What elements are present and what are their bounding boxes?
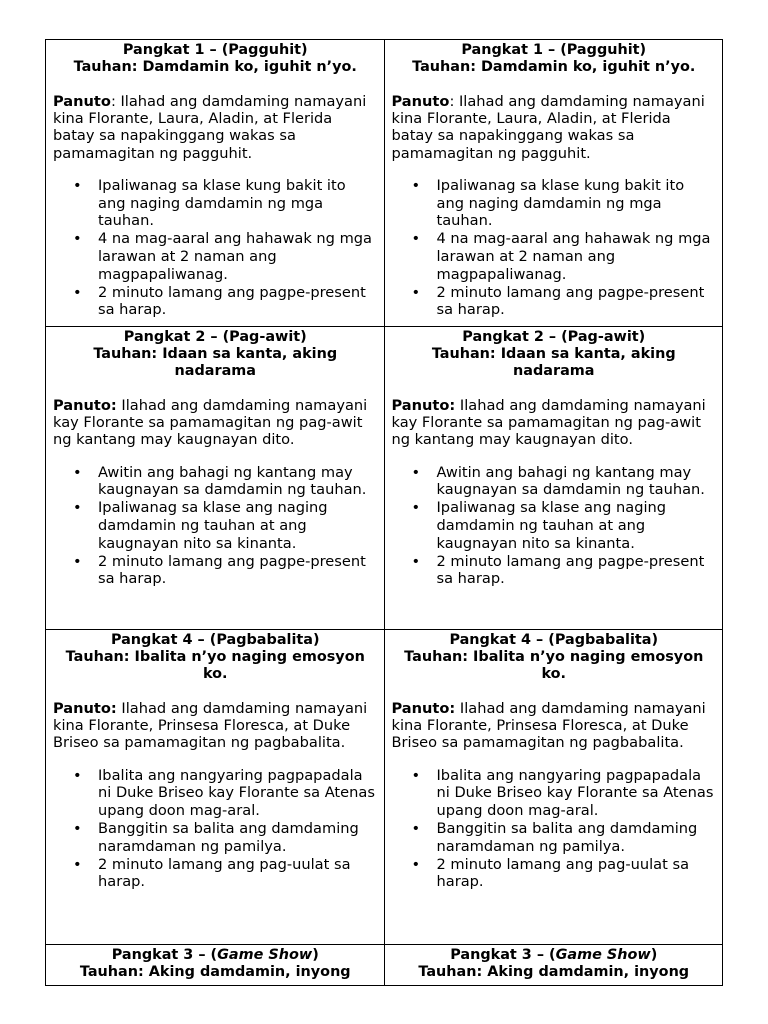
group-title-suffix: ) bbox=[650, 947, 658, 963]
list-item bbox=[392, 856, 717, 892]
bullet-icon: • bbox=[73, 230, 82, 248]
list-item bbox=[392, 553, 717, 589]
list-item-text: 2 minuto lamang ang pagpe-present sa harap. bbox=[98, 283, 366, 319]
group-title-prefix: Pangkat 3 – ( bbox=[450, 947, 556, 963]
bullet-icon: • bbox=[411, 766, 421, 784]
group-title-prefix: Pangkat 3 – ( bbox=[111, 947, 218, 963]
instruction-text: Ilahad ang damdaming namayani kina Florante, Prinsesa Floresca, at Duke Briseo sa pamamagitan ng pagbabalita. bbox=[53, 700, 368, 752]
list-item bbox=[53, 499, 378, 552]
bullet-icon: • bbox=[73, 176, 82, 194]
bullet-icon: • bbox=[411, 499, 421, 517]
list-item bbox=[53, 820, 378, 856]
card-heading bbox=[392, 42, 717, 76]
card-heading bbox=[53, 632, 378, 683]
list-item-text: Ibalita ang nangyaring pagpapadala ni Duke Briseo kay Florante sa Atenas upang doon mag-aral. bbox=[436, 766, 714, 820]
instruction bbox=[392, 700, 717, 752]
card-row-pangkat-4 bbox=[46, 630, 723, 945]
task-list bbox=[53, 767, 378, 892]
character-title: Tauhan: Aking damdamin, inyong bbox=[418, 964, 690, 980]
card-pangkat-3-left bbox=[46, 945, 385, 986]
instruction bbox=[53, 700, 378, 752]
instruction-label: Panuto bbox=[53, 93, 111, 110]
list-item bbox=[392, 499, 717, 552]
group-title bbox=[53, 947, 378, 964]
character-title: Tauhan: Ibalita n’yo naging emosyon ko. bbox=[404, 649, 704, 682]
list-item bbox=[392, 820, 717, 856]
instruction bbox=[53, 93, 378, 162]
list-item-text: 2 minuto lamang ang pagpe-present sa harap. bbox=[436, 552, 705, 588]
card-row-pangkat-1 bbox=[46, 40, 723, 327]
list-item bbox=[53, 284, 378, 320]
bullet-icon: • bbox=[73, 499, 82, 517]
list-item bbox=[53, 464, 378, 500]
bullet-icon: • bbox=[411, 820, 421, 837]
character-title: Tauhan: Damdamin ko, iguhit n’yo. bbox=[73, 59, 357, 75]
instruction-text: Ilahad ang damdaming namayani kina Florante, Laura, Aladin, at Flerida batay sa napakinggang wakas sa pamamagitan ng pagguhit. bbox=[53, 93, 367, 162]
bullet-icon: • bbox=[411, 855, 421, 873]
instruction-text: Ilahad ang damdaming namayani kina Florante, Prinsesa Floresca, at Duke Briseo sa pamamagitan ng pagbabalita. bbox=[391, 700, 706, 752]
list-item-text: 4 na mag-aaral ang hahawak ng mga larawan at 2 naman ang magpapaliwanag. bbox=[98, 230, 372, 283]
group-title: Pangkat 2 – (Pag-awit) bbox=[123, 329, 307, 345]
list-item-text: Awitin ang bahagi ng kantang may kaugnayan sa damdamin ng tauhan. bbox=[436, 463, 705, 499]
instruction-label: Panuto bbox=[391, 93, 450, 110]
character-title: Tauhan: Idaan sa kanta, aking nadarama bbox=[93, 346, 338, 379]
list-item-text: 2 minuto lamang ang pag-uulat sa harap. bbox=[436, 855, 690, 891]
worksheet-grid bbox=[45, 39, 723, 986]
list-item bbox=[53, 230, 378, 283]
list-item-text: Ibalita ang nangyaring pagpapadala ni Duke Briseo kay Florante sa Atenas upang doon mag-aral. bbox=[98, 766, 375, 820]
card-row-pangkat-2 bbox=[46, 327, 723, 630]
instruction-text: Ilahad ang damdaming namayani kina Florante, Laura, Aladin, at Flerida batay sa napakinggang wakas sa pamamagitan ng pagguhit. bbox=[391, 93, 705, 162]
character-title: Tauhan: Idaan sa kanta, aking nadarama bbox=[431, 346, 676, 379]
bullet-icon: • bbox=[73, 820, 82, 837]
card-pangkat-3-right bbox=[384, 945, 723, 986]
list-item-text: 2 minuto lamang ang pagpe-present sa harap. bbox=[98, 552, 366, 588]
card-heading bbox=[392, 947, 717, 981]
task-list bbox=[53, 177, 378, 319]
bullet-icon: • bbox=[73, 552, 82, 570]
instruction-label: Panuto: bbox=[53, 397, 117, 414]
card-pangkat-1-left bbox=[46, 40, 385, 327]
task-list bbox=[53, 464, 378, 589]
card-heading bbox=[392, 329, 717, 380]
character-title: Tauhan: Aking damdamin, inyong bbox=[79, 964, 351, 980]
card-pangkat-4-left bbox=[46, 630, 385, 945]
bullet-icon: • bbox=[411, 230, 421, 248]
list-item-text: Ipaliwanag sa klase ang naging damdamin ng tauhan at ang kaugnayan nito sa kinanta. bbox=[98, 499, 328, 552]
card-pangkat-1-right bbox=[384, 40, 723, 327]
card-heading bbox=[392, 632, 717, 683]
character-title: Tauhan: Ibalita n’yo naging emosyon ko. bbox=[65, 649, 365, 682]
list-item-text: 2 minuto lamang ang pag-uulat sa harap. bbox=[98, 855, 351, 891]
task-list bbox=[392, 464, 717, 589]
bullet-icon: • bbox=[73, 766, 82, 784]
instruction-label: Panuto: bbox=[53, 700, 117, 717]
instruction bbox=[53, 397, 378, 449]
card-heading bbox=[53, 42, 378, 76]
list-item-text: Ipaliwanag sa klase ang naging damdamin ng tauhan at ang kaugnayan nito sa kinanta. bbox=[436, 499, 667, 552]
instruction-label: Panuto: bbox=[391, 700, 456, 717]
group-title-italic: Game Show bbox=[555, 947, 651, 963]
card-heading bbox=[53, 947, 378, 981]
list-item bbox=[53, 856, 378, 892]
list-item bbox=[392, 230, 717, 283]
card-pangkat-2-right bbox=[384, 327, 723, 630]
bullet-icon: • bbox=[73, 283, 82, 301]
list-item-text: 2 minuto lamang ang pagpe-present sa harap. bbox=[436, 283, 705, 319]
card-pangkat-4-right bbox=[384, 630, 723, 945]
card-pangkat-2-left bbox=[46, 327, 385, 630]
instruction-label: Panuto: bbox=[391, 397, 456, 414]
bullet-icon: • bbox=[411, 283, 421, 301]
list-item bbox=[53, 553, 378, 589]
character-title: Tauhan: Damdamin ko, iguhit n’yo. bbox=[412, 59, 696, 75]
list-item-text: Ipaliwanag sa klase kung bakit ito ang naging damdamin ng mga tauhan. bbox=[98, 176, 346, 230]
instruction bbox=[392, 93, 717, 162]
instruction-text: Ilahad ang damdaming namayani kay Florante sa pamamagitan ng pag-awit ng kantang may kaugnayan dito. bbox=[391, 397, 706, 449]
list-item bbox=[392, 284, 717, 320]
instruction-text: Ilahad ang damdaming namayani kay Florante sa pamamagitan ng pag-awit ng kantang may kaugnayan dito. bbox=[53, 397, 368, 449]
group-title-suffix: ) bbox=[312, 947, 319, 963]
bullet-icon: • bbox=[411, 176, 421, 194]
card-row-pangkat-3 bbox=[46, 945, 723, 986]
list-item-text: Ipaliwanag sa klase kung bakit ito ang naging damdamin ng mga tauhan. bbox=[436, 176, 685, 230]
instruction-sep: : bbox=[449, 93, 455, 110]
task-list bbox=[392, 177, 717, 319]
group-title: Pangkat 2 – (Pag-awit) bbox=[462, 329, 646, 345]
instruction bbox=[392, 397, 717, 449]
list-item-text: Banggitin sa balita ang damdaming naramdaman ng pamilya. bbox=[436, 820, 698, 855]
bullet-icon: • bbox=[411, 552, 421, 570]
group-title: Pangkat 1 – (Pagguhit) bbox=[122, 42, 308, 58]
group-title: Pangkat 1 – (Pagguhit) bbox=[461, 42, 647, 58]
card-heading bbox=[53, 329, 378, 380]
list-item bbox=[53, 767, 378, 820]
list-item-text: 4 na mag-aaral ang hahawak ng mga larawan at 2 naman ang magpapaliwanag. bbox=[436, 230, 711, 283]
list-item bbox=[53, 177, 378, 230]
group-title-italic: Game Show bbox=[217, 947, 313, 963]
group-title: Pangkat 4 – (Pagbabalita) bbox=[449, 632, 659, 648]
list-item-text: Awitin ang bahagi ng kantang may kaugnayan sa damdamin ng tauhan. bbox=[98, 463, 367, 499]
instruction-sep: : bbox=[110, 93, 116, 110]
list-item bbox=[392, 464, 717, 500]
list-item-text: Banggitin sa balita ang damdaming naramdaman ng pamilya. bbox=[98, 820, 359, 855]
group-title bbox=[392, 947, 717, 964]
task-list bbox=[392, 767, 717, 892]
list-item bbox=[392, 767, 717, 820]
group-title: Pangkat 4 – (Pagbabalita) bbox=[110, 632, 320, 648]
list-item bbox=[392, 177, 717, 230]
bullet-icon: • bbox=[73, 855, 82, 873]
bullet-icon: • bbox=[411, 463, 421, 481]
bullet-icon: • bbox=[73, 463, 82, 481]
